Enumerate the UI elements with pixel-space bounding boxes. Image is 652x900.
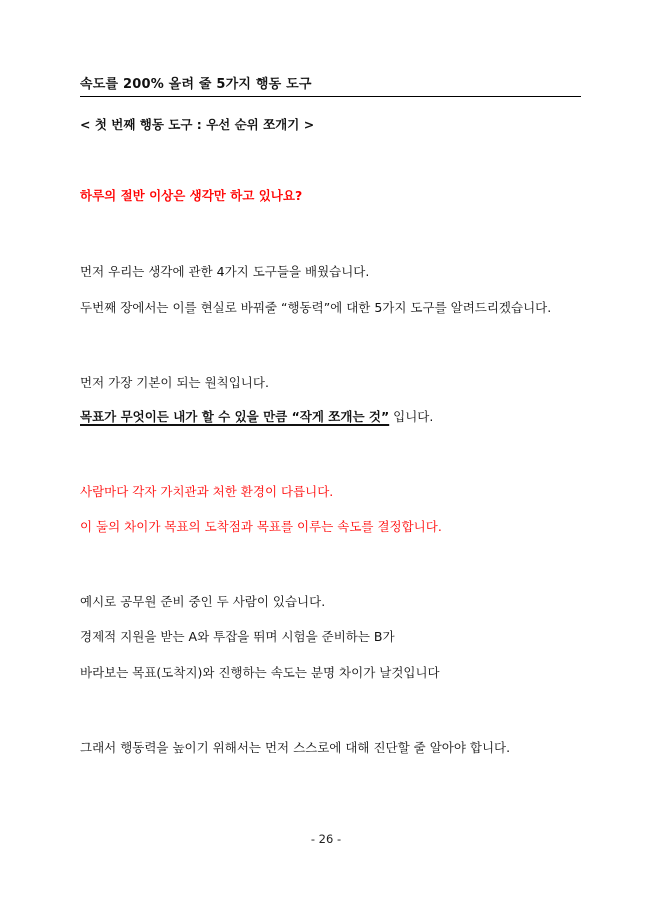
paragraph-1-line-2: 두번째 장에서는 이를 현실로 바꿔줄 “행동력”에 대한 5가지 도구를 알려드리겠습니다.: [80, 300, 552, 315]
paragraph-3-line-3: 바라보는 목표(도착지)와 진행하는 속도는 분명 차이가 날것입니다: [80, 665, 440, 680]
chapter-header-title: 속도를 200% 올려 줄 5가지 행동 도구: [80, 77, 312, 92]
section-title: < 첫 번째 행동 도구 : 우선 순위 쪼개기 >: [80, 117, 315, 132]
highlight-line-1: 사람마다 각자 가치관과 처한 환경이 다릅니다.: [80, 484, 334, 499]
paragraph-3-line-2: 경제적 지원을 받는 A와 투잡을 뛰며 시험을 준비하는 B가: [80, 629, 395, 644]
paragraph-1-line-1: 먼저 우리는 생각에 관한 4가지 도구들을 배웠습니다.: [80, 264, 370, 279]
highlight-line-2: 이 둘의 차이가 목표의 도착점과 목표를 이루는 속도를 결정합니다.: [80, 519, 442, 534]
header-divider: [80, 96, 581, 97]
key-principle-emphasis: 목표가 무엇이든 내가 할 수 있을 만큼 “작게 쪼개는 것”: [80, 409, 390, 424]
page-number: - 26 -: [310, 832, 342, 846]
paragraph-2-line-2: [80, 407, 433, 425]
paragraph-4-line-1: 그래서 행동력을 높이기 위해서는 먼저 스스로에 대해 진단할 줄 알아야 합니다.: [80, 740, 511, 755]
key-principle-tail: 입니다.: [389, 409, 434, 424]
paragraph-3-line-1: 예시로 공무원 준비 중인 두 사람이 있습니다.: [80, 594, 326, 609]
opening-question: 하루의 절반 이상은 생각만 하고 있나요?: [80, 188, 303, 203]
paragraph-2-line-1: 먼저 가장 기본이 되는 원칙입니다.: [80, 375, 269, 390]
